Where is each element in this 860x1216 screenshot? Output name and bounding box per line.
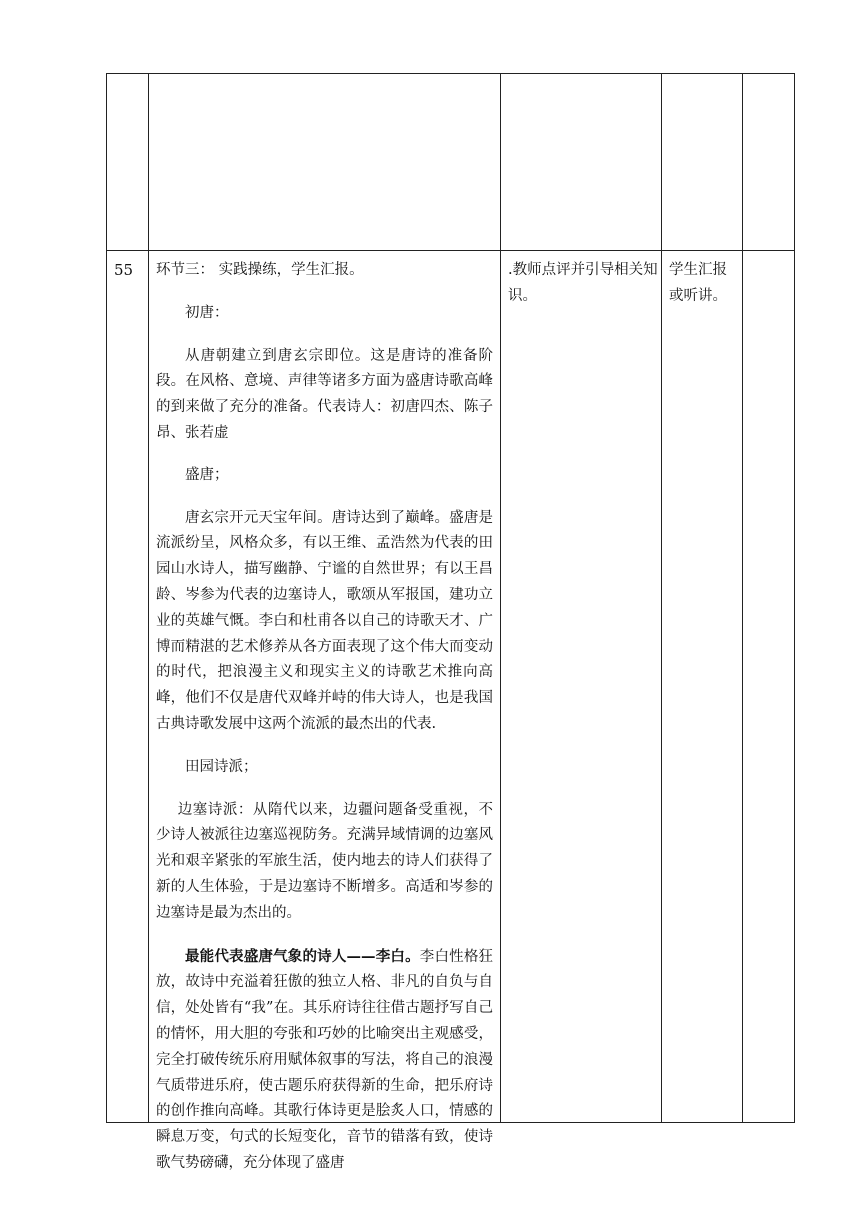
lesson-content-cell [156, 258, 493, 1177]
libai-text: 李白性格狂放，故诗中充溢着狂傲的独立人格、非凡的自负与自信，处处皆有“我”在。其乐府诗往往借古题抒写自己的情怀，用大胆的夸张和巧妙的比喻突出主观感受，完全打破传统乐府用赋体叙事的写法，将自己的浪漫气质带进乐府，使古题乐府获得新的生命，把乐府诗的创作推向高峰。其歌行体诗更是脍炙人口，情感的瞬息万变，句式的长短变化，音节的错落有致，使诗歌气势磅礴，充分体现了盛唐 [156, 948, 494, 1171]
table-col-divider-3 [661, 73, 662, 1123]
table-col-divider-2 [500, 73, 501, 1123]
table-border-left [106, 73, 107, 1123]
table-col-divider-1 [148, 73, 149, 1123]
section-title: 环节三： 实践操练，学生汇报。 [156, 262, 364, 278]
teacher-activity: .教师点评并引导相关知识。 [508, 262, 658, 304]
libai-heading: 最能代表盛唐气象的诗人——李白。 [185, 947, 420, 965]
row-number: 55 [114, 261, 134, 279]
table-row-divider [106, 250, 795, 251]
pastoral-label: 田园诗派； [185, 758, 258, 775]
high-tang-text: 唐玄宗开元天宝年间。唐诗达到了巅峰。盛唐是流派纷呈，风格众多，有以王维、孟浩然为代表的田园山水诗人，描写幽静、宁谧的自然世界；有以王昌龄、岑参为代表的边塞诗人，歌颂从军报国，建功立业的英雄气慨。李白和杜甫各以自己的诗歌天才、广博而精湛的艺术修养从各方面表现了这个伟大而变动的时代，把浪漫主义和现实主义的诗歌艺术推向高峰，他们不仅是唐代双峰并峙的伟大诗人，也是我国古典诗歌发展中这两个流派的最杰出的代表. [156, 509, 493, 732]
student-activity: 学生汇报或听讲。 [669, 262, 727, 304]
libai-paragraph [156, 944, 493, 1177]
early-tang-text: 从唐朝建立到唐玄宗即位。这是唐诗的准备阶段。在风格、意境、声律等诸多方面为盛唐诗歌高峰的到来做了充分的准备。代表诗人：初唐四杰、陈子昂、张若虚 [156, 347, 493, 441]
frontier-text: 边塞诗派：从隋代以来，边疆问题备受重视，不少诗人被派往边塞巡视防务。充满异域情调的边塞风光和艰辛紧张的军旅生活，使内地去的诗人们获得了新的人生体验，于是边塞诗不断增多。高适和岑参的边塞诗是最为杰出的。 [156, 801, 493, 921]
table-border-right [794, 73, 795, 1123]
early-tang-label: 初唐： [185, 304, 229, 321]
table-col-divider-4 [742, 73, 743, 1123]
table-border-top [106, 73, 795, 74]
high-tang-label: 盛唐； [185, 466, 229, 483]
